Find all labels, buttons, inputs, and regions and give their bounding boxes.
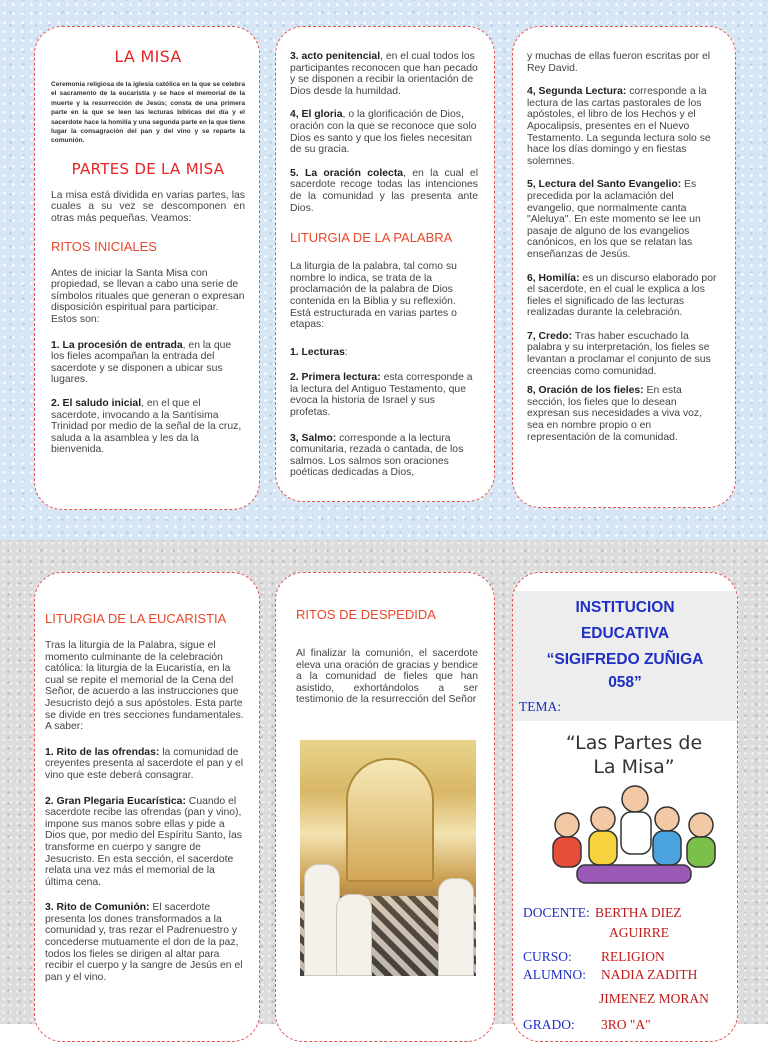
- lectura-item-3: [290, 433, 478, 479]
- lectura-item-7-text: Tras haber escuchado la palabra y su interpretación, los fieles se levantan a proclamar el conjunto de sus creencias como comunidad.: [527, 330, 711, 377]
- eucaristia-item-2-label: 2. Gran Plegaria Eucarística:: [45, 795, 186, 807]
- eucaristia-item-3-text: El sacerdote presenta los dones transformados a la comunidad y, tras rezar el Padrenuestro y concederse mutuamente el don de la paz, todos los fieles se dirigen al altar para recibir el cuerpo y la sangre de Jesús en el pan y el vino.: [45, 902, 243, 983]
- despedida-text: Al finalizar la comunión, el sacerdote eleva una oración de gracias y bendice a la comunidad de fieles que han asistido, exhortándolos a ser testimonio de la resurrección del Señor: [296, 648, 478, 706]
- liturgia-palabra-title: LITURGIA DE LA PALABRA: [290, 230, 453, 246]
- lectura-item-7: [527, 331, 719, 377]
- curso-label: CURSO:: [523, 949, 572, 964]
- rito-item-1-label: 1. La procesión de entrada: [51, 339, 183, 351]
- lectura-item-5-label: 5, Lectura del Santo Evangelio:: [527, 179, 682, 191]
- cover-title-line-1: “Las Partes de: [565, 732, 703, 754]
- children-praying-illustration: [537, 779, 731, 887]
- cover-title-line-2: La Misa”: [593, 756, 675, 778]
- eucaristia-title: LITURGIA DE LA EUCARISTIA: [45, 611, 227, 626]
- alumno-name-1: NADIA ZADITH: [601, 967, 698, 982]
- alumno-name-2: JIMENEZ MORAN: [599, 991, 709, 1006]
- ritos-iniciales-text: Antes de iniciar la Santa Misa con propiedad, se llevan a cabo una serie de símbolos rituales que generan o expresan disposición espiritual para participar. Estos son:: [51, 267, 245, 325]
- grado-label: GRADO:: [523, 1017, 575, 1032]
- school-line-3: “SIGIFREDO ZUÑIGA: [546, 651, 704, 668]
- school-line-1: INSTITUCION: [575, 599, 675, 616]
- panel-portada: [512, 572, 738, 1042]
- ritos-iniciales-title: RITOS INICIALES: [51, 238, 157, 254]
- lectura-item-2-text: esta corresponde a la lectura del Antiguo Testamento, que evoca la historia de Israel y sus profetas.: [290, 372, 473, 419]
- rito-item-3: [290, 51, 478, 97]
- rito-item-5-text: , en la cual el sacerdote recoge todas las intenciones de la comunidad y las presenta ante Dios.: [290, 167, 479, 214]
- cover-illustration: [537, 731, 731, 889]
- lectura-item-4: [527, 86, 719, 167]
- altar-retablo: [346, 758, 434, 882]
- rito-item-4-label: 4, El gloria: [290, 109, 343, 121]
- eucaristia-item-3-label: 3. Rito de Comunión:: [45, 902, 150, 914]
- rito-item-3-text: , en el cual todos los participantes reconocen que han pecado y se disponen a recibir la orientación de Dios desde la humildad.: [290, 51, 478, 97]
- tema-label: TEMA:: [519, 699, 561, 714]
- alumno-label: ALUMNO:: [523, 967, 586, 982]
- lectura-item-2: [290, 372, 478, 418]
- lectura-item-6: [527, 273, 719, 319]
- priest-figure: [336, 894, 372, 976]
- lectura-item-8-text: En esta sección, los fieles que lo desean expresan sus necesidades a viva voz, sea en nombre propio o en representación de la comunidad.: [527, 385, 703, 443]
- eucaristia-item-2: [45, 796, 245, 889]
- panel-liturgia-palabra: [275, 26, 495, 502]
- lectura-item-5: [527, 179, 719, 260]
- lectura-item-6-text: es un discurso elaborado por el sacerdote, en el cual le explica a los fieles el significado de las lecturas realizadas durante la celebración.: [527, 272, 717, 319]
- lectura-item-5-text: Es precedida por la aclamación del evangelio, que normalmente canta "Aleluya". En este momento se lee un pasaje de alguno de los evangelios canónicos, en los que se relatan las enseñanzas de Jesús.: [527, 179, 701, 260]
- eucaristia-item-1: [45, 747, 245, 782]
- la-misa-intro: Ceremonia religiosa de la iglesia católica en la que se celebra el sacramento de la eucaristía y se hace el memorial de la muerte y la resurrección de Jesús; consta de una primera parte en la que se leen las lecturas bíblicas del día y el sacerdote hace la homilía y una segunda parte en la que tiene lugar la consagración del pan y del vino y se reparte la comunión.: [51, 81, 245, 145]
- rito-item-1: [51, 340, 245, 386]
- lectura-item-7-label: 7, Credo:: [527, 330, 573, 342]
- rito-item-2-label: 2. El saludo inicial: [51, 397, 142, 409]
- rito-item-5-label: 5. La oración colecta: [290, 167, 404, 179]
- lectura-item-3-label: 3, Salmo:: [290, 432, 337, 444]
- curso-value: RELIGION: [601, 949, 665, 964]
- student-info: [523, 905, 729, 1042]
- priest-figure: [438, 878, 474, 976]
- docente-name-2: AGUIRRE: [609, 925, 669, 940]
- partes-text: La misa está dividida en varias partes, las cuales a su vez se descomponen en otras más pequeñas. Veamos:: [51, 189, 245, 225]
- panel-liturgia-eucaristia: [34, 572, 260, 1042]
- school-header: [513, 591, 737, 721]
- school-line-4: 058”: [608, 674, 642, 691]
- docente-name-1: BERTHA DIEZ: [595, 905, 682, 920]
- eucaristia-item-2-text: Cuando el sacerdote recibe las ofrendas (pan y vino), impone sus manos sobre ellas y pide a Dios que, por medio del Espíritu Santo, las transforme en cuerpo y sangre de Jesucristo. En esta sección, el sacerdote relata una vez más el memorial de la última cena.: [45, 795, 242, 888]
- school-line-2: EDUCATIVA: [580, 625, 670, 642]
- panel-la-misa: [34, 26, 260, 510]
- la-misa-title: LA MISA: [114, 47, 182, 66]
- lectura-item-4-label: 4, Segunda Lectura:: [527, 86, 627, 98]
- panel-ritos-despedida: [275, 572, 495, 1042]
- rito-item-2: [51, 398, 245, 456]
- partes-title: PARTES DE LA MISA: [71, 159, 225, 178]
- lectura-item-2-label: 2. Primera lectura:: [290, 372, 381, 384]
- priest-figure: [304, 864, 340, 976]
- lectura-item-8: [527, 385, 719, 443]
- grado-value: 3RO "A": [601, 1017, 651, 1032]
- panel-lecturas-continuacion: [512, 26, 736, 508]
- lectura-item-1-text: :: [344, 346, 348, 358]
- church-altar-photo: [300, 740, 476, 976]
- liturgia-palabra-text: La liturgia de la palabra, tal como su nombre lo indica, se trata de la proclamación de la palabra de Dios contenida en la Biblia y su reflexión. Está estructurada en varias partes o etapas:: [290, 261, 457, 331]
- rito-item-4-text: , o la glorificación de Dios, oración con la que se reconoce que solo Dios es santo y que los fieles necesitan de su gracia.: [290, 109, 477, 156]
- lectura-item-1-label: 1. Lecturas: [290, 346, 345, 358]
- rito-item-2-text: , en el que el sacerdote, invocando a la Santísima Trinidad por medio de la señal de la cruz, saluda a la asamblea y les da la bienvenida.: [51, 397, 242, 456]
- rito-item-1-text: , en la que los fieles acompañan la entrada del sacerdote y se disponen a ubicar sus lugares.: [51, 339, 232, 386]
- eucaristia-text: Tras la liturgia de la Palabra, sigue el momento culminante de la celebración católica: la liturgia de la Eucaristía, en la cual se repite el memorial de la Cena del Señor, de acuerdo a las instrucciones que Jesucristo dejó a sus apóstoles. Esta parte se divide en tres secciones fundamentales. A saber:: [45, 640, 244, 733]
- eucaristia-item-1-text: la comunidad de creyentes presenta al sacerdote el pan y el vino que este deberá consagrar.: [45, 746, 244, 781]
- eucaristia-item-1-label: 1. Rito de las ofrendas:: [45, 746, 160, 758]
- eucaristia-item-3: [45, 902, 245, 983]
- lectura-item-6-label: 6, Homilía:: [527, 272, 580, 284]
- lectura-item-1: [290, 347, 478, 359]
- lectura-item-8-label: 8, Oración de los fieles:: [527, 385, 644, 397]
- despedida-title: RITOS DE DESPEDIDA: [296, 607, 436, 622]
- salmo-continuation: y muchas de ellas fueron escritas por el Rey David.: [527, 51, 711, 74]
- docente-label: DOCENTE:: [523, 905, 590, 920]
- rito-item-5: [290, 168, 478, 214]
- lectura-item-4-text: corresponde a la lectura de las cartas pastorales de los apóstoles, el libro de los Hechos y el Apocalipsis, presentes en el Nuevo Testamento. La segunda lectura solo se hace los días domingo y en fiestas solemnes.: [527, 86, 711, 167]
- lectura-item-3-text: corresponde a la lectura comunitaria, rezada o cantada, de los salmos. Los salmos son oraciones poéticas dedicadas a Dios,: [290, 432, 464, 479]
- rito-item-3-label: 3. acto penitencial: [290, 51, 381, 62]
- rito-item-4: [290, 109, 478, 155]
